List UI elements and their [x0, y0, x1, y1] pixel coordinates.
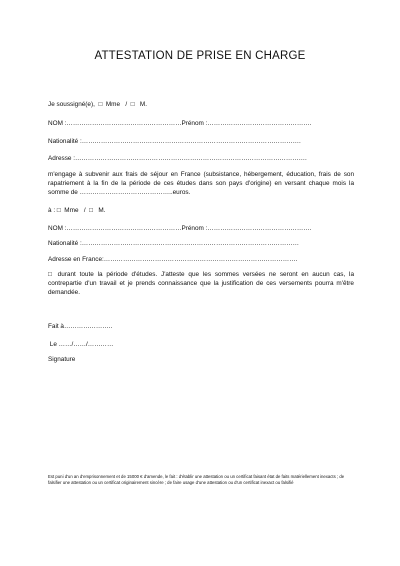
adresse-line-2: Adresse en France:………………………………………………………………………………. [48, 256, 298, 263]
date-line: Le ……/……/………… [48, 341, 114, 348]
beneficiary-line: à : □ Mme / □ M. [48, 207, 106, 214]
nom-prenom-line-2: NOM :………………………………………………Prénom :…………………………………………. [48, 225, 312, 232]
legal-footnote: Est puni d'un an d'emprisonnement et de 15000 € d'amende, le fait : d'établir une attestation ou un certificat faisant état de faits matériellement inexacts ; de falsifier une attestation ou un certificat originairement sincère ; de faire usage d'une attestation ou d'un certificat inexact ou falsifié [48, 474, 345, 486]
undersigned-line: Je soussigné(e), □ Mme / □ M. [48, 101, 147, 108]
document-title: ATTESTATION DE PRISE EN CHARGE [94, 50, 306, 62]
duration-statement-paragraph: □ durant toute la période d'études. J'atteste que les sommes versées ne seront en aucun cas, la contrepartie d'un travail et je prends connaissance que la justification de ces versements pourra m'être demandée. [48, 271, 354, 296]
nationalite-line-2: Nationalité :………………………………………………………………………………………… [48, 240, 300, 247]
fait-a-line: Fait à………………….. [48, 323, 113, 330]
nom-prenom-line-1: NOM :………………………………………………Prénom :…………………………………………. [48, 120, 312, 127]
adresse-line-1: Adresse :………………………………………………………………………………………………. [48, 155, 307, 162]
nationalite-line-1: Nationalité :…………………………………………………………………………………………. [48, 138, 301, 145]
signature-label: Signature [48, 356, 76, 363]
engagement-paragraph: m'engage à subvenir aux frais de séjour en France (subsistance, hébergement, éducation, frais de son rapatriement à la fin de la période de ces études dans son pays d'origine) en versant chaque mois la somme de ……………………………………..euros. [48, 171, 354, 196]
